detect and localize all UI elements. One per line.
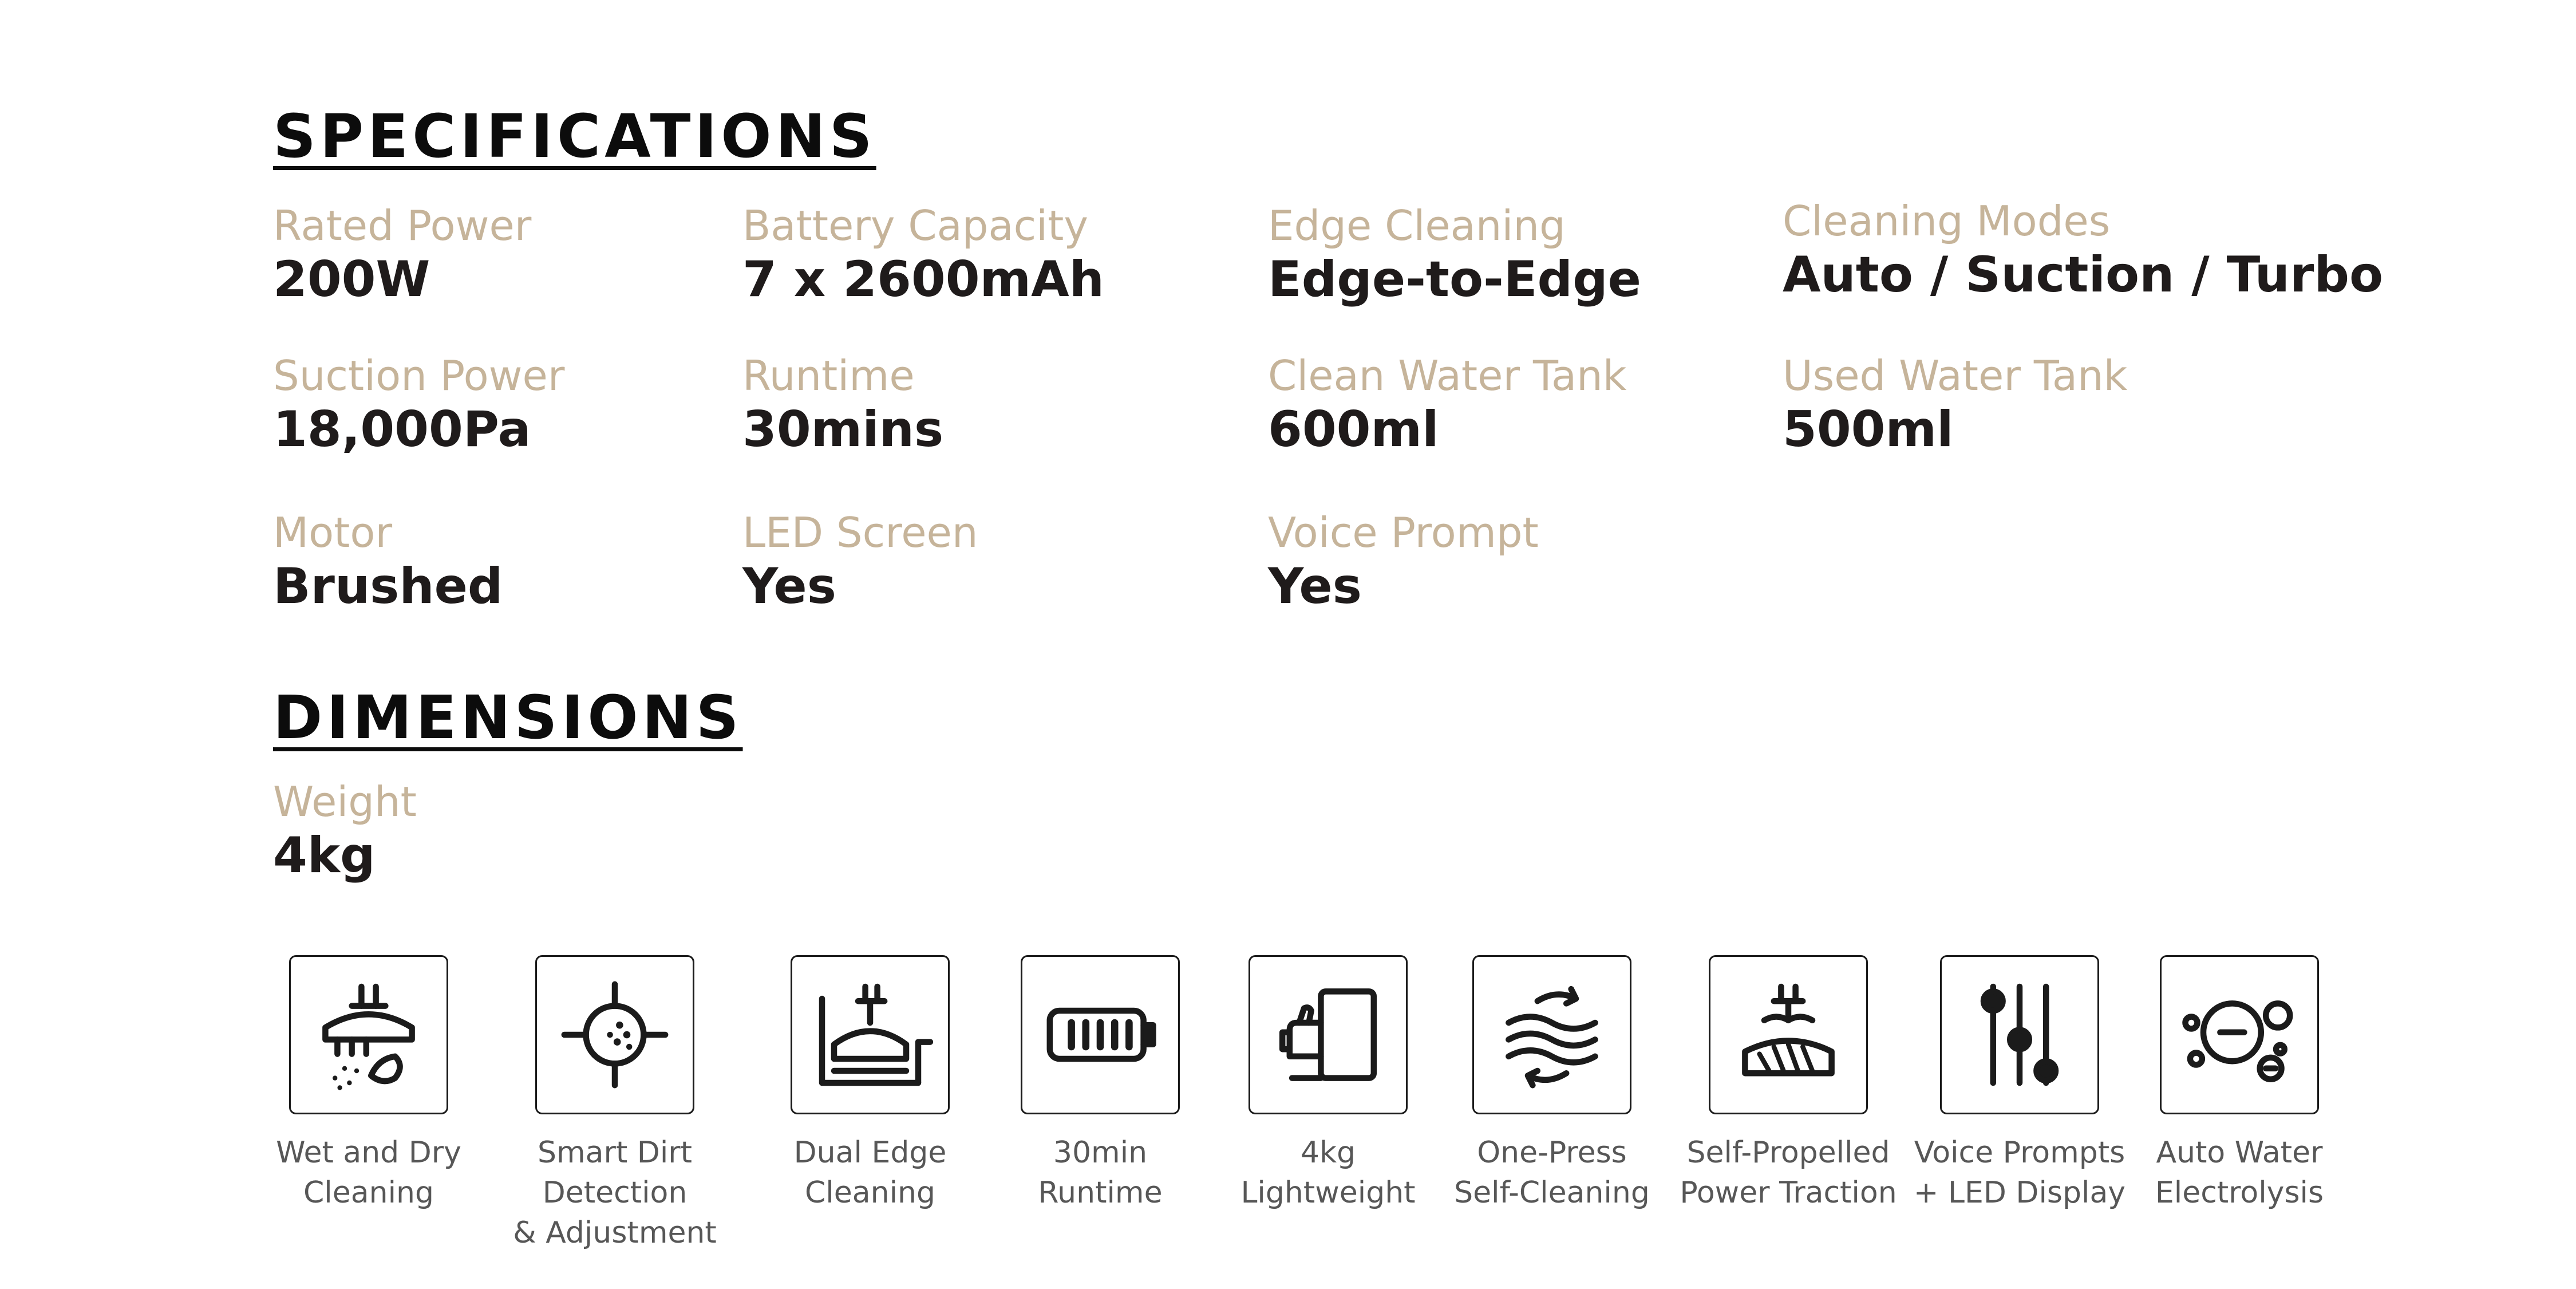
feature-caption: Voice Prompts + LED Display	[1913, 1136, 2126, 1210]
feature-icon-box	[535, 955, 694, 1114]
spec-label: Rated Power	[273, 202, 532, 250]
feature-icon-box	[289, 955, 448, 1114]
dual-edge-cleaning-icon	[810, 975, 930, 1095]
spec-label: Voice Prompt	[1268, 508, 1539, 557]
feature-icon-box	[1472, 955, 1631, 1114]
dirt-detection-icon	[555, 975, 675, 1095]
feature-caption: Dual Edge Cleaning	[793, 1136, 947, 1210]
spec-label: Runtime	[742, 352, 915, 400]
battery-icon	[1040, 975, 1160, 1095]
feature-icon-box	[1021, 955, 1180, 1114]
spec-led-screen	[742, 507, 978, 615]
spec-value: 4kg	[273, 827, 376, 884]
spec-label: LED Screen	[742, 508, 978, 557]
spec-label: Suction Power	[273, 352, 565, 400]
spec-label: Edge Cleaning	[1268, 202, 1566, 250]
spec-label: Weight	[273, 778, 417, 826]
feature-icon-box	[1940, 955, 2099, 1114]
feature-icon-box	[1249, 955, 1408, 1114]
wet-dry-cleaning-icon	[309, 975, 429, 1095]
spec-weight	[273, 776, 417, 884]
lightweight-icon	[1268, 975, 1388, 1095]
spec-value: Yes	[742, 558, 836, 615]
feature-caption: One-Press Self-Cleaning	[1454, 1136, 1650, 1210]
specifications-heading: SPECIFICATIONS	[273, 101, 876, 171]
spec-value: Auto / Suction / Turbo	[1783, 246, 2384, 303]
spec-label: Clean Water Tank	[1268, 352, 1627, 400]
spec-value: 30mins	[742, 401, 944, 458]
feature-caption: Wet and Dry Cleaning	[276, 1136, 461, 1210]
spec-voice-prompt	[1268, 507, 1539, 615]
feature-icon-box	[791, 955, 950, 1114]
spec-value: Edge-to-Edge	[1268, 251, 1641, 308]
spec-value: Brushed	[273, 558, 503, 615]
spec-value: 18,000Pa	[273, 401, 531, 458]
spec-value: 7 x 2600mAh	[742, 251, 1104, 308]
spec-suction-power	[273, 350, 564, 458]
spec-clean-water-tank	[1268, 350, 1626, 458]
spec-value: 500ml	[1783, 401, 1954, 458]
spec-cleaning-modes	[1783, 196, 2383, 303]
water-electrolysis-icon	[2179, 975, 2300, 1095]
feature-caption: 30min Runtime	[1038, 1136, 1163, 1210]
feature-caption: 4kg Lightweight	[1240, 1136, 1416, 1210]
spec-label: Cleaning Modes	[1783, 197, 2111, 245]
spec-value: 600ml	[1268, 401, 1439, 458]
feature-icon-box	[1709, 955, 1868, 1114]
spec-edge-cleaning	[1268, 200, 1641, 308]
sliders-icon	[1959, 975, 2080, 1095]
feature-caption: Smart Dirt Detection & Adjustment	[513, 1136, 717, 1250]
feature-caption: Self-Propelled Power Traction	[1680, 1136, 1897, 1210]
spec-label: Used Water Tank	[1783, 352, 2128, 400]
feature-icon-box	[2160, 955, 2319, 1114]
spec-value: Yes	[1268, 558, 1362, 615]
spec-motor	[273, 507, 503, 615]
spec-label: Motor	[273, 508, 393, 557]
feature-caption: Auto Water Electrolysis	[2155, 1136, 2324, 1210]
self-cleaning-icon	[1492, 975, 1612, 1095]
spec-value: 200W	[273, 251, 430, 308]
power-traction-icon	[1728, 975, 1848, 1095]
spec-rated-power	[273, 200, 531, 308]
spec-used-water-tank	[1783, 350, 2127, 458]
dimensions-heading: DIMENSIONS	[273, 683, 743, 752]
spec-battery-capacity	[742, 200, 1104, 308]
spec-label: Battery Capacity	[742, 202, 1089, 250]
spec-runtime	[742, 350, 943, 458]
